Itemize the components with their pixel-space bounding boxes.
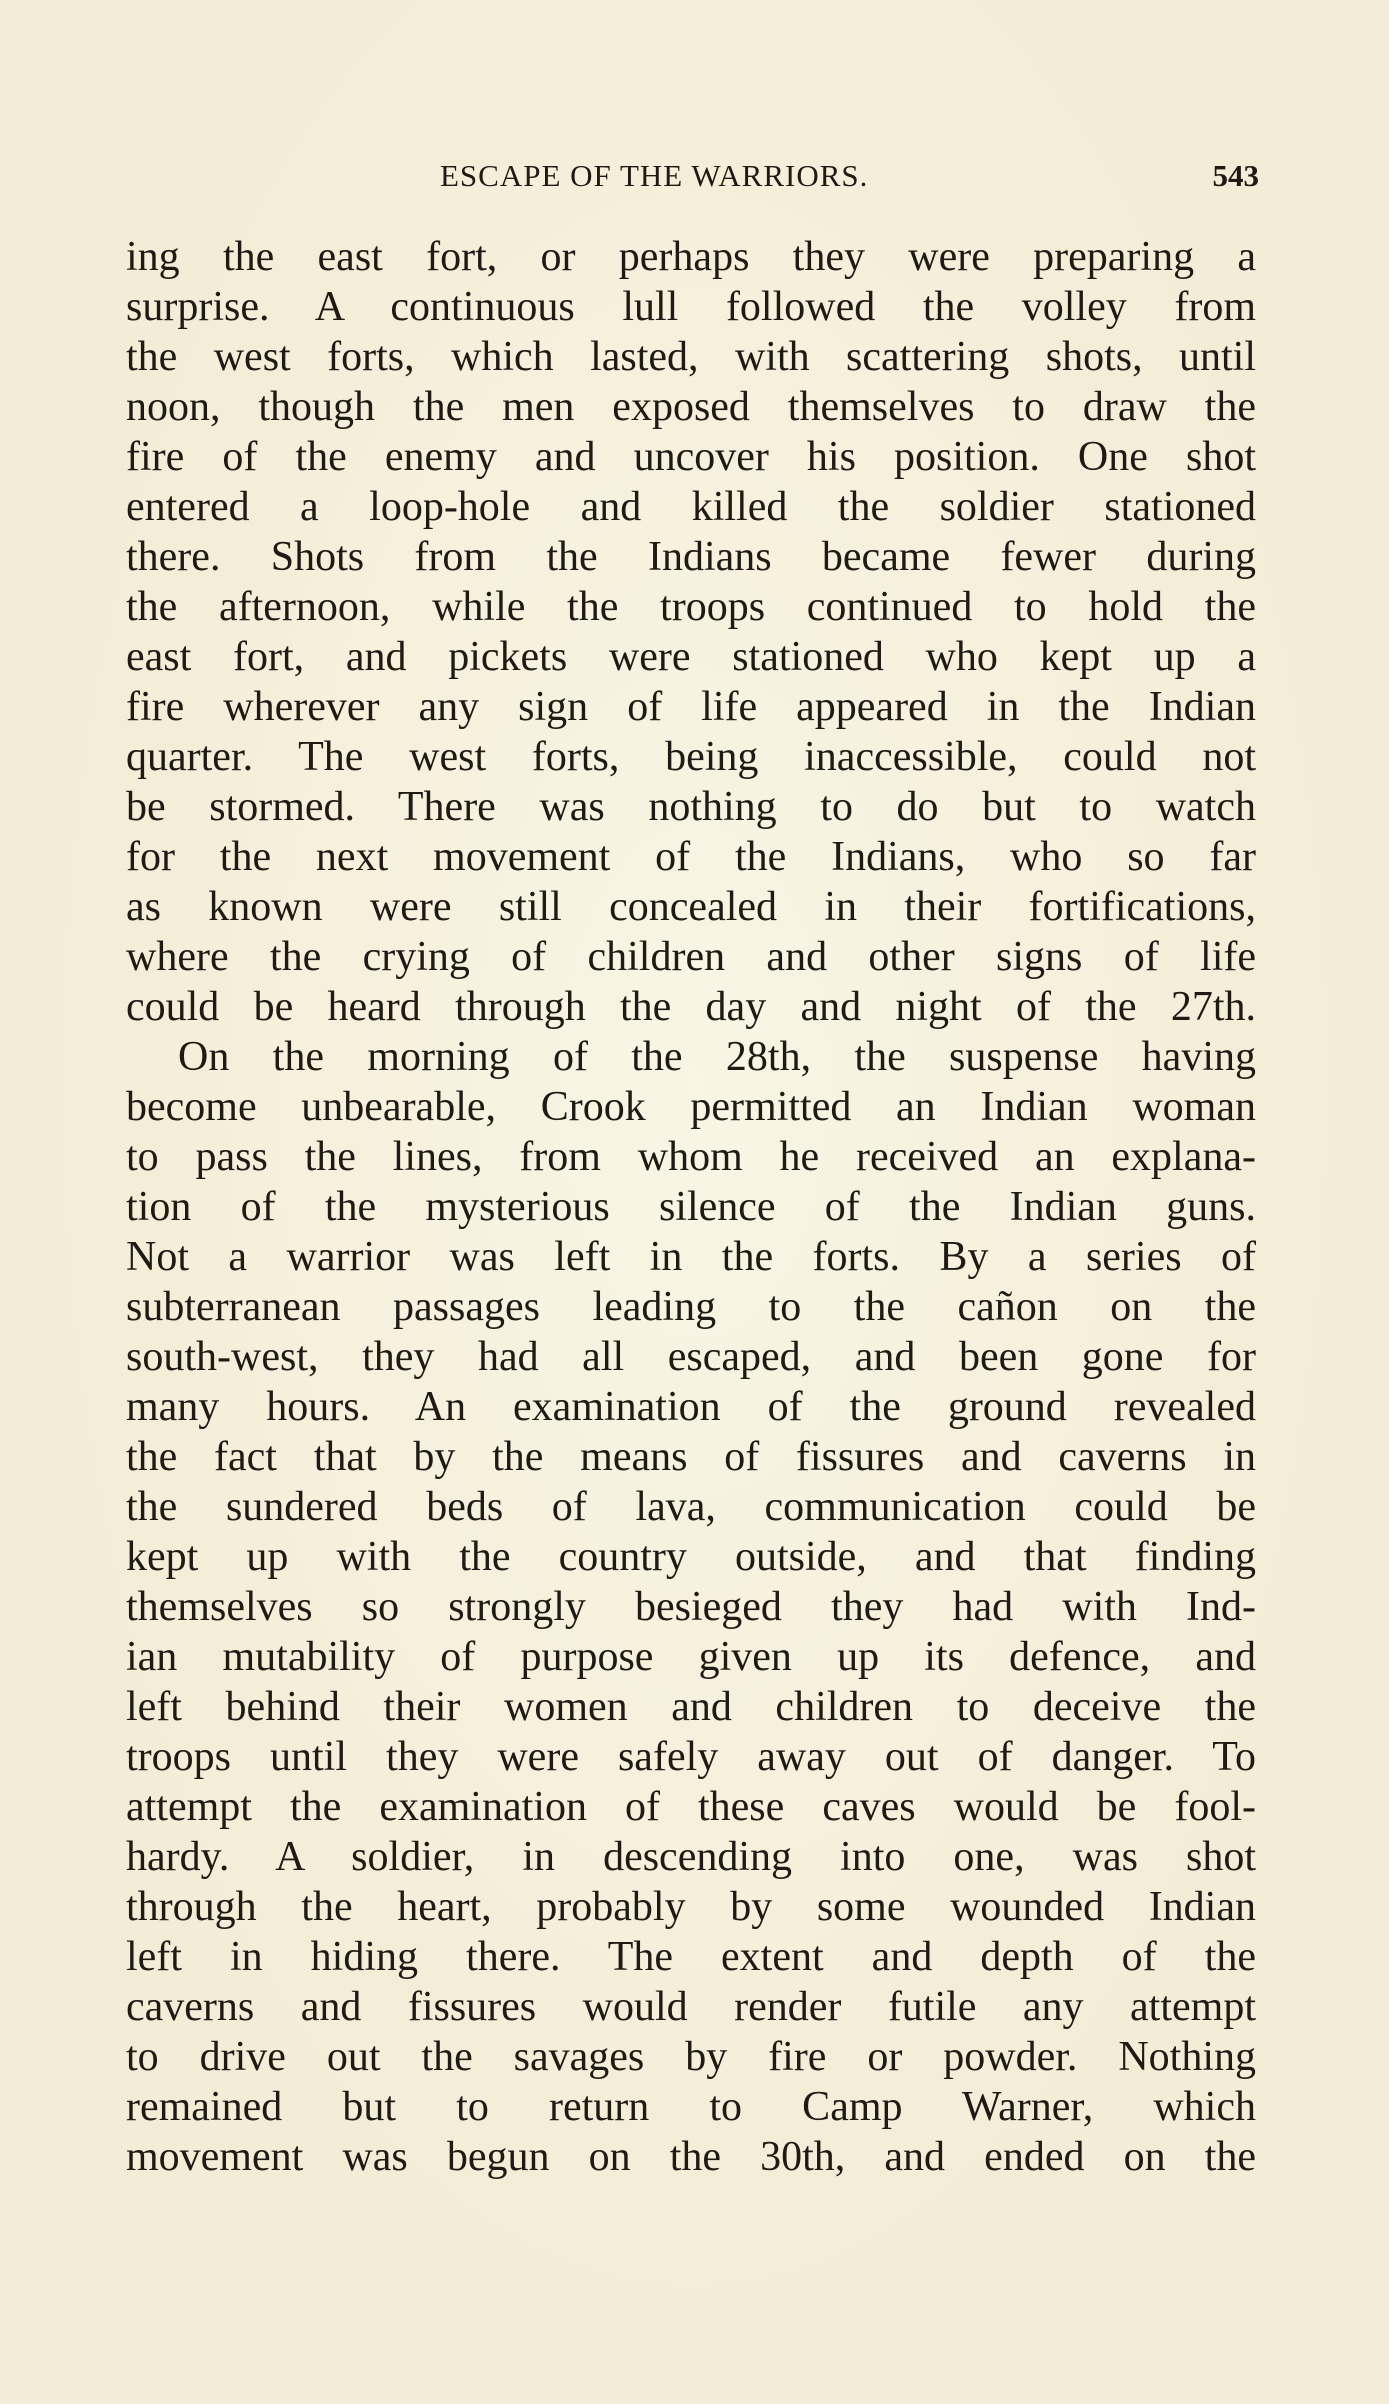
page-header-title: ESCAPE OF THE WARRIORS. <box>440 158 869 193</box>
text-line: the west forts, which lasted, with scattering shots, until <box>126 334 1256 380</box>
text-line: entered a loop-hole and killed the soldier stationed <box>126 484 1256 530</box>
text-line: as known were still concealed in their fortifications, <box>126 884 1256 930</box>
text-line: noon, though the men exposed themselves to draw the <box>126 384 1256 430</box>
text-line: left in hiding there. The extent and depth of the <box>126 1934 1256 1980</box>
text-line: south-west, they had all escaped, and been gone for <box>126 1334 1256 1380</box>
text-line: ing the east fort, or perhaps they were preparing a <box>126 234 1256 280</box>
text-line: through the heart, probably by some wounded Indian <box>126 1884 1256 1930</box>
text-line: to pass the lines, from whom he received an explana- <box>126 1134 1256 1180</box>
text-line: caverns and fissures would render futile any attempt <box>126 1984 1256 2030</box>
text-line: many hours. An examination of the ground revealed <box>126 1384 1256 1430</box>
text-line: ian mutability of purpose given up its defence, and <box>126 1634 1256 1680</box>
text-line: the fact that by the means of fissures and caverns in <box>126 1434 1256 1480</box>
text-line: tion of the mysterious silence of the Indian guns. <box>126 1184 1256 1230</box>
page-number: 543 <box>1212 158 1259 193</box>
running-head <box>0 158 1389 198</box>
text-line: kept up with the country outside, and that finding <box>126 1534 1256 1580</box>
text-line: movement was begun on the 30th, and ended on the <box>126 2134 1256 2180</box>
text-line: there. Shots from the Indians became fewer during <box>126 534 1256 580</box>
text-line: hardy. A soldier, in descending into one, was shot <box>126 1834 1256 1880</box>
text-line: could be heard through the day and night of the 27th. <box>126 984 1256 1030</box>
text-line: be stormed. There was nothing to do but to watch <box>126 784 1256 830</box>
text-line: Not a warrior was left in the forts. By a series of <box>126 1234 1256 1280</box>
text-line: left behind their women and children to deceive the <box>126 1684 1256 1730</box>
body-text <box>126 232 1256 2182</box>
text-line: themselves so strongly besieged they had with Ind- <box>126 1584 1256 1630</box>
text-line: east fort, and pickets were stationed who kept up a <box>126 634 1256 680</box>
text-line: surprise. A continuous lull followed the volley from <box>126 284 1256 330</box>
text-line: attempt the examination of these caves would be fool- <box>126 1784 1256 1830</box>
text-line: fire of the enemy and uncover his position. One shot <box>126 434 1256 480</box>
text-line: the sundered beds of lava, communication could be <box>126 1484 1256 1530</box>
text-line: fire wherever any sign of life appeared in the Indian <box>126 684 1256 730</box>
text-line: remained but to return to Camp Warner, which <box>126 2084 1256 2130</box>
paragraph-start-line: On the morning of the 28th, the suspense having <box>178 1034 1256 1080</box>
text-line: subterranean passages leading to the cañon on the <box>126 1284 1256 1330</box>
text-line: to drive out the savages by fire or powder. Nothing <box>126 2034 1256 2080</box>
text-line: troops until they were safely away out of danger. To <box>126 1734 1256 1780</box>
text-line: quarter. The west forts, being inaccessible, could not <box>126 734 1256 780</box>
text-line: for the next movement of the Indians, who so far <box>126 834 1256 880</box>
text-line: become unbearable, Crook permitted an Indian woman <box>126 1084 1256 1130</box>
text-line: the afternoon, while the troops continued to hold the <box>126 584 1256 630</box>
text-line: where the crying of children and other signs of life <box>126 934 1256 980</box>
